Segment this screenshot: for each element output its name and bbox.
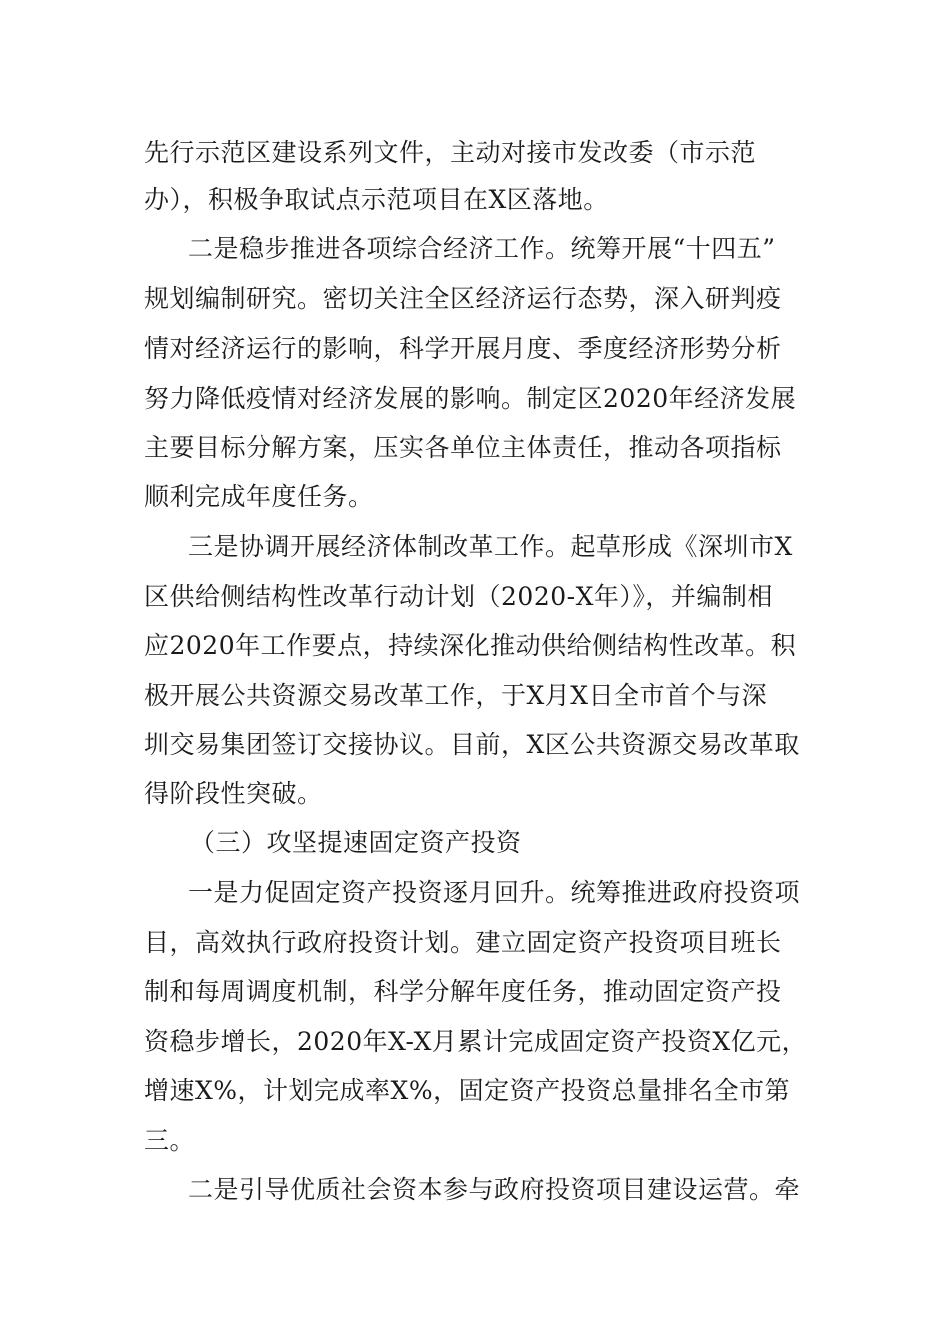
text-line: 圳交易集团签订交接协议。目前，X区公共资源交易改革取 bbox=[144, 730, 800, 759]
text-line: 先行示范区建设系列文件，主动对接市发改委（市示范 bbox=[144, 138, 757, 167]
text-line: 增速X%，计划完成率X%，固定资产投资总量排名全市第 bbox=[144, 1076, 791, 1105]
text-line: 极开展公共资源交易改革工作，于X月X日全市首个与深 bbox=[144, 681, 768, 710]
text-line: 制和每周调度机制，科学分解年度任务，推动固定资产投 bbox=[144, 977, 782, 1006]
text-line: 三。 bbox=[144, 1126, 196, 1155]
text-line: 情对经济运行的影响，科学开展月度、季度经济形势分析 bbox=[144, 334, 782, 363]
text-line: 目，高效执行政府投资计划。建立固定资产投资项目班长 bbox=[144, 928, 782, 957]
text-line: 主要目标分解方案，压实各单位主体责任，推动各项指标 bbox=[144, 433, 782, 462]
text-line: 应2020年工作要点，持续深化推动供给侧结构性改革。积 bbox=[144, 631, 797, 660]
text-line: 得阶段性突破。 bbox=[144, 779, 323, 808]
text-line: 区供给侧结构性改革行动计划（2020-X年）》，并编制相 bbox=[144, 582, 773, 611]
text-line: 三是协调开展经济体制改革工作。起草形成《深圳市X bbox=[188, 532, 793, 561]
text-line: 二是稳步推进各项综合经济工作。统筹开展“十四五” bbox=[188, 234, 776, 263]
text-line: 一是力促固定资产投资逐月回升。统筹推进政府投资项 bbox=[188, 878, 801, 907]
section-heading: （三）攻坚提速固定资产投资 bbox=[190, 828, 522, 857]
text-line: 努力降低疫情对经济发展的影响。制定区2020年经济发展 bbox=[144, 384, 797, 413]
text-line: 顺利完成年度任务。 bbox=[144, 482, 374, 511]
text-line: 规划编制研究。密切关注全区经济运行态势，深入研判疫 bbox=[144, 284, 782, 313]
text-line: 二是引导优质社会资本参与政府投资项目建设运营。牵 bbox=[188, 1175, 801, 1204]
text-line: 办），积极争取试点示范项目在X区落地。 bbox=[144, 185, 609, 214]
text-line: 资稳步增长，2020年X-X月累计完成固定资产投资X亿元， bbox=[144, 1027, 808, 1056]
